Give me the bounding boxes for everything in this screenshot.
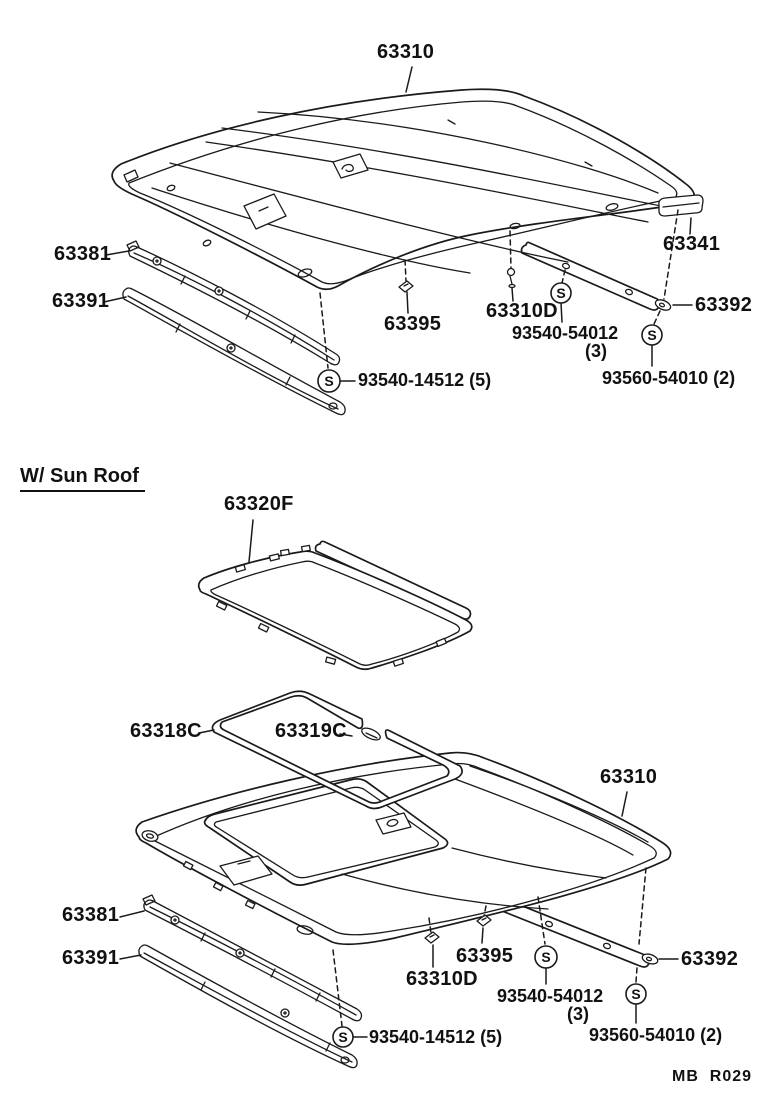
- leader-63395: [482, 928, 483, 943]
- screw-symbol: [626, 984, 646, 1004]
- part-label-63310-top: 63310: [377, 41, 435, 63]
- clip-63310d: [425, 932, 439, 943]
- part-label-93540-54012-top: 93540-54012: [512, 323, 619, 343]
- part-label-93560-54010-bottom: 93560-54010 (2): [589, 1025, 723, 1045]
- svg-text:S: S: [647, 327, 657, 343]
- standard-roof-drawing: [104, 67, 703, 415]
- screw-symbol: [642, 325, 662, 345]
- part-label-93540-54012-qty-top: (3): [585, 341, 607, 361]
- leader-63381: [120, 911, 144, 917]
- leader-63341: [690, 218, 691, 234]
- page-plate-code: MB R029: [672, 1068, 753, 1085]
- part-label-93540-54012-qty-bottom: (3): [567, 1004, 589, 1024]
- part-label-63341: 63341: [663, 233, 721, 255]
- part-label-63310d-bottom: 63310D: [406, 968, 478, 990]
- part-label-63395-top: 63395: [384, 313, 442, 335]
- dash-63395: [405, 260, 406, 281]
- pin-63310d: [508, 269, 516, 288]
- roof-headlining-panel-sunroof: [136, 753, 670, 945]
- part-label-63381-top: 63381: [54, 243, 112, 265]
- dash-63392-lower: [654, 311, 660, 324]
- leader-screw-a: [561, 303, 562, 322]
- dash-63392-lower: [636, 968, 637, 982]
- part-label-63381-bottom: 63381: [62, 904, 120, 926]
- part-label-93540-54012-bottom: 93540-54012: [497, 986, 604, 1006]
- screw-symbol: [318, 370, 340, 392]
- dash-63310d: [510, 231, 511, 268]
- part-label-63392-top: 63392: [695, 294, 753, 316]
- part-label-63318c: 63318C: [130, 720, 202, 742]
- clip-63395: [399, 281, 413, 292]
- svg-text:S: S: [631, 986, 641, 1002]
- weatherstrip-joint-clip: [360, 726, 382, 743]
- screw-symbol: [333, 1027, 353, 1047]
- dash-63392-upper: [639, 868, 646, 944]
- part-label-63319c: 63319C: [275, 720, 347, 742]
- part-label-63391-top: 63391: [52, 290, 110, 312]
- part-label-63395-bottom: 63395: [456, 945, 514, 967]
- leader-63391: [120, 955, 141, 959]
- part-label-93540-14512-bottom: 93540-14512 (5): [369, 1027, 503, 1047]
- dash-screw-c: [333, 950, 342, 1026]
- leader-63310: [406, 67, 412, 92]
- sunroof-headlining-board: [199, 541, 472, 669]
- part-label-93560-54010-top: 93560-54010 (2): [602, 368, 736, 388]
- leader-63395: [407, 292, 408, 313]
- sunroof-section-heading: W/ Sun Roof: [20, 466, 145, 492]
- svg-text:S: S: [338, 1029, 348, 1045]
- svg-text:S: S: [541, 949, 551, 965]
- roof-headlining-panel: [112, 89, 694, 289]
- leader-63320f: [249, 520, 253, 562]
- svg-text:S: S: [556, 285, 566, 301]
- leader-63310: [622, 792, 627, 816]
- silencer-pad: [659, 195, 703, 216]
- part-label-63391-bottom: 63391: [62, 947, 120, 969]
- part-label-63320f: 63320F: [224, 493, 294, 515]
- part-label-63310d-top: 63310D: [486, 300, 558, 322]
- part-label-63392-bottom: 63392: [681, 948, 739, 970]
- part-label-63310-bottom: 63310: [600, 766, 658, 788]
- svg-text:S: S: [324, 373, 334, 389]
- part-label-93540-14512-top: 93540-14512 (5): [358, 370, 492, 390]
- screw-symbol: [535, 946, 557, 968]
